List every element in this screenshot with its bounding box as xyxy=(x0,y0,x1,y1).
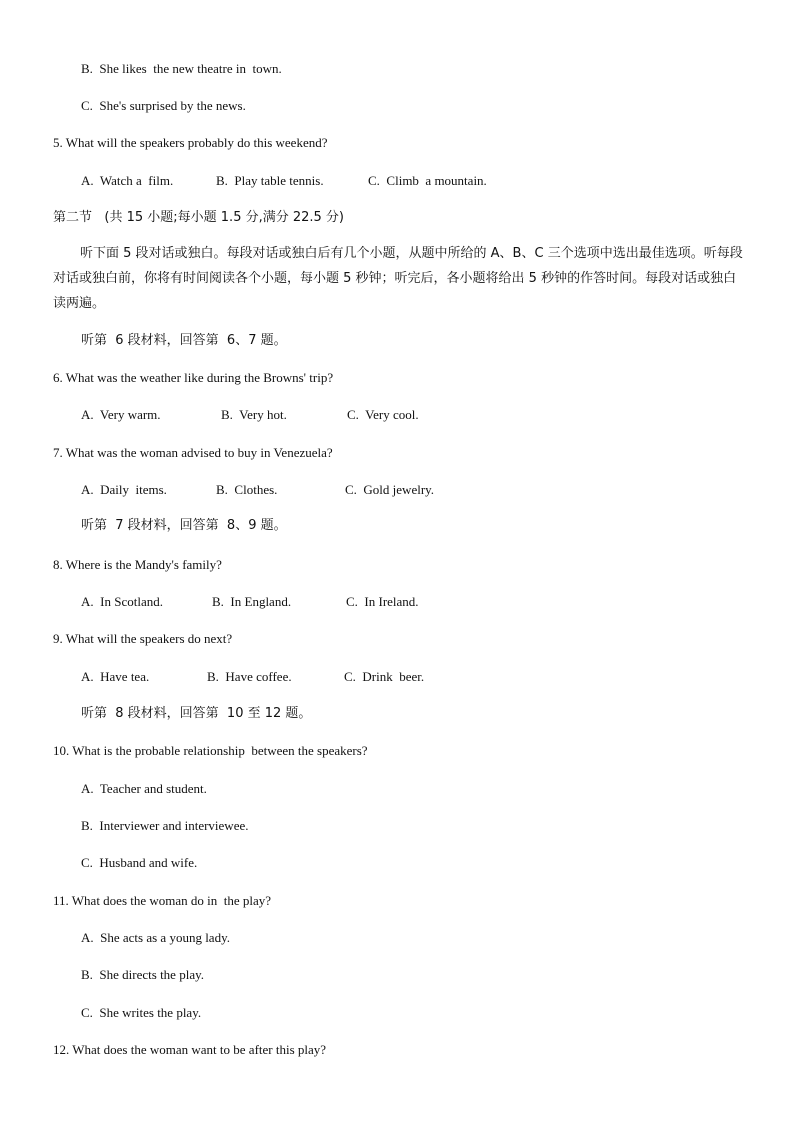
q6-option-c: C. Very cool. xyxy=(347,407,419,422)
q10-option-c: C. Husband and wife. xyxy=(81,855,198,870)
q10-option-a: A. Teacher and student. xyxy=(81,781,207,796)
q4-option-c: C. She's surprised by the news. xyxy=(81,98,246,113)
q5-option-b: B. Play table tennis. xyxy=(216,173,324,188)
question-5: 5. What will the speakers probably do this weekend? xyxy=(53,135,328,150)
q9-option-a: A. Have tea. xyxy=(81,669,150,684)
q11-option-a: A. She acts as a young lady. xyxy=(81,930,230,945)
material-7-heading: 听第 7 段材料，回答第 8、9 题。 xyxy=(81,518,287,533)
q11-option-b: B. She directs the play. xyxy=(81,967,204,982)
q7-option-c: C. Gold jewelry. xyxy=(345,482,435,497)
q8-option-b: B. In England. xyxy=(212,594,292,609)
question-8: 8. Where is the Mandy's family? xyxy=(53,557,222,572)
q6-option-a: A. Very warm. xyxy=(81,407,161,422)
q5-option-a: A. Watch a film. xyxy=(81,173,174,188)
q5-option-c: C. Climb a mountain. xyxy=(368,173,487,188)
q11-option-c: C. She writes the play. xyxy=(81,1005,202,1020)
q4-option-b: B. She likes the new theatre in town. xyxy=(81,61,282,76)
q9-option-b: B. Have coffee. xyxy=(207,669,292,684)
question-12: 12. What does the woman want to be after this play? xyxy=(53,1042,327,1057)
material-8-heading: 听第 8 段材料，回答第 10 至 12 题。 xyxy=(81,706,312,721)
q9-option-c: C. Drink beer. xyxy=(344,669,425,684)
q6-option-b: B. Very hot. xyxy=(221,407,287,422)
q10-option-b: B. Interviewer and interviewee. xyxy=(81,818,249,833)
material-6-heading: 听第 6 段材料，回答第 6、7 题。 xyxy=(81,333,287,348)
q7-option-b: B. Clothes. xyxy=(216,482,278,497)
q8-option-a: A. In Scotland. xyxy=(81,594,163,609)
question-11: 11. What does the woman do in the play? xyxy=(53,893,272,908)
q7-option-a: A. Daily items. xyxy=(81,482,167,497)
question-7: 7. What was the woman advised to buy in Venezuela? xyxy=(53,445,333,460)
question-10: 10. What is the probable relationship between the speakers? xyxy=(53,743,368,758)
q8-option-c: C. In Ireland. xyxy=(346,594,419,609)
question-9: 9. What will the speakers do next? xyxy=(53,631,233,646)
section-2-heading: 第二节 (共 15 小题;每小题 1.5 分,满分 22.5 分) xyxy=(53,210,345,225)
section-2-instructions: 听下面 5 段对话或独白。每段对话或独白后有几个小题，从题中所给的 A、B、C 三个选项中选出最佳选项。听每段对话或独白前，你将有时间阅读各个小题，每小题 5 秒钟；听完后，各小题将给出 5 秒钟的作答时间。每段对话或独白读两遍。 xyxy=(53,246,743,311)
question-6: 6. What was the weather like during the Browns' trip? xyxy=(53,370,334,385)
